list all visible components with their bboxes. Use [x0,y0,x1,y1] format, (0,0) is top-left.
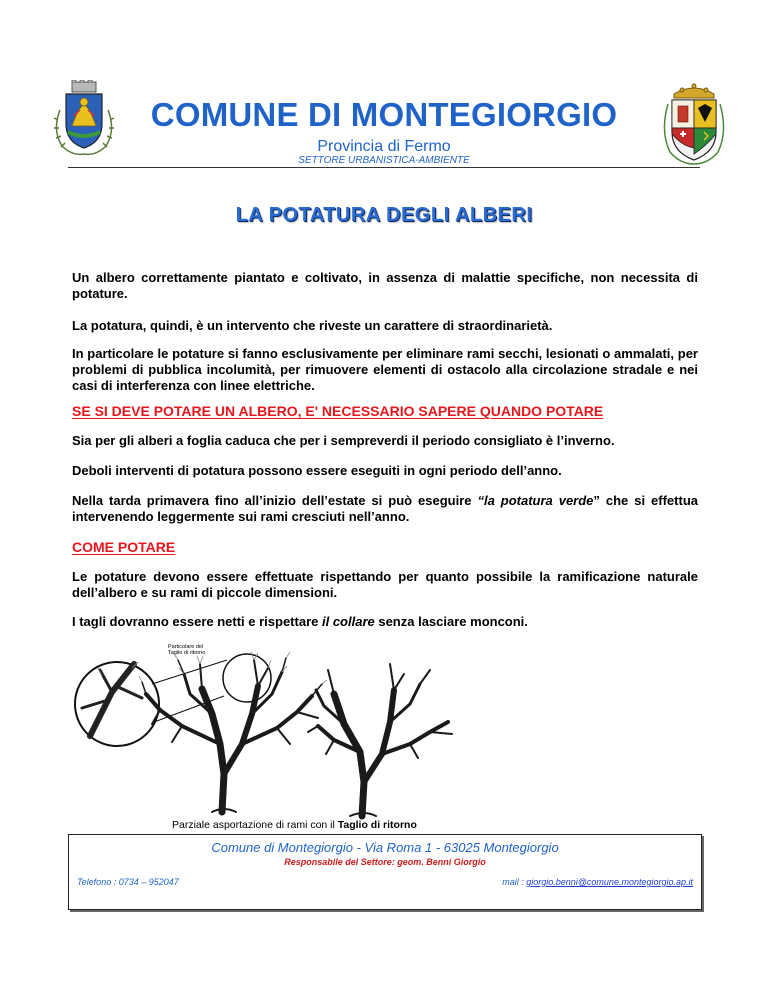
how-paragraph-2 [72,614,698,630]
footer-mail-link[interactable]: giorgio.benni@comune.montegiorgio.ap.it [526,877,693,887]
when-paragraph-3-text: Nella tarda primavera fino all’inizio dell’estate si può eseguire [72,493,478,508]
figure-caption-normal: Parziale asportazione di rami con il [172,819,338,831]
section-heading-how: COME POTARE [72,539,176,555]
detail-magnifier [75,662,159,746]
header-divider [68,167,700,168]
pruned-tree-right [308,664,452,816]
collar-term: il collare [321,614,375,629]
how-paragraph-2-text: I tagli dovranno essere netti e rispettare [72,614,322,629]
how-paragraph-2-tail: senza lasciare monconi. [374,614,528,629]
when-paragraph-1: Sia per gli alberi a foglia caduca che per i sempreverdi il periodo consigliato è l’inverno. [72,433,615,448]
detail-label-line-1: Particolare del [168,644,204,650]
footer-mail-label: mail : [502,877,527,887]
when-paragraph-3-tail: ” che si effettua intervenendo leggermente sui rami cresciuti nell’anno. [72,493,698,524]
footer-contact-box [68,834,702,910]
figure-caption [172,819,417,831]
when-paragraph-3 [72,493,698,525]
footer-responsible: Responsabile del Settore: geom. Benni Giorgio [284,857,486,867]
document-title: LA POTATURA DEGLI ALBERI [235,204,533,226]
province-subtitle: Provincia di Fermo [317,138,451,155]
pruning-illustration [72,634,472,832]
intro-paragraph-3: In particolare le potature si fanno esclusivamente per eliminare rami secchi, lesionati o ammalati, per problemi di pubblica incolumità, per rimuovere elementi di ostacolo alla circolazione stradale e nei casi di interferenza con linee elettriche. [72,346,698,393]
when-paragraph-2: Deboli interventi di potatura possono essere eseguiti in ogni periodo dell’anno. [72,463,562,478]
section-heading-when: SE SI DEVE POTARE UN ALBERO, E' NECESSARIO SAPERE QUANDO POTARE [72,403,604,419]
intro-paragraph-2: La potatura, quindi, è un intervento che riveste un carattere di straordinarietà. [72,318,553,333]
green-pruning-term: “la potatura verde [477,493,594,508]
intro-paragraph-1: Un albero correttamente piantato e coltivato, in assenza di malattie specifiche, non necessita di potature. [72,270,698,301]
municipality-title: COMUNE DI MONTEGIORGIO [150,96,618,133]
how-paragraph-1: Le potature devono essere effettuate rispettando per quanto possibile la ramificazione naturale dell’albero e su rami di piccole dimensioni. [72,569,698,600]
footer-phone: Telefono : 0734 – 952047 [77,877,179,887]
footer-address: Comune di Montegiorgio - Via Roma 1 - 63025 Montegiorgio [211,840,559,855]
detail-label-line-2: Taglio di ritorno [168,650,206,656]
figure-caption-bold: Taglio di ritorno [337,819,417,831]
footer-mail [502,877,693,887]
pruned-tree-left [142,658,322,812]
sector-label: SETTORE URBANISTICA-AMBIENTE [298,155,470,166]
